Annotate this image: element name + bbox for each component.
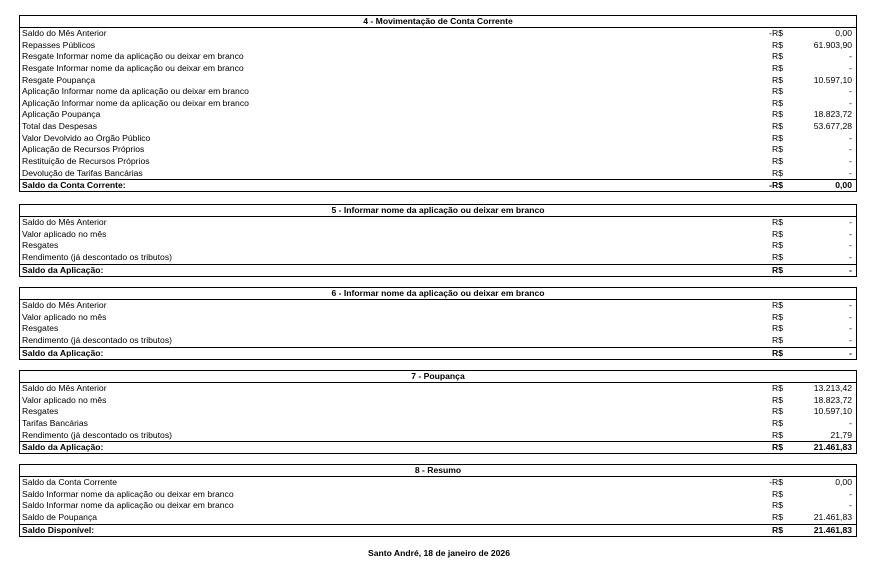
- table-row: [20, 217, 856, 229]
- total-currency: R$: [772, 524, 783, 535]
- row-currency: R$: [772, 109, 783, 120]
- row-currency: R$: [772, 74, 783, 85]
- row-value: 0,00: [835, 477, 852, 487]
- table-row: [20, 168, 856, 180]
- row-value: 18.823,72: [813, 394, 852, 405]
- row-currency: R$: [772, 406, 783, 417]
- row-label: Saldo do Mês Anterior: [22, 217, 107, 227]
- table-row: [20, 383, 856, 395]
- row-label: Aplicação Informar nome da aplicação ou deixar em branco: [22, 86, 249, 97]
- row-currency: R$: [772, 217, 783, 227]
- row-value: 10.597,10: [813, 74, 852, 85]
- row-label: Saldo de Poupança: [22, 511, 98, 522]
- row-currency: R$: [772, 300, 783, 310]
- row-label: Saldo Informar nome da aplicação ou deixar em branco: [22, 488, 234, 499]
- total-label: Saldo da Aplicação:: [22, 264, 104, 275]
- total-currency: -R$: [769, 180, 783, 191]
- row-label: Saldo Informar nome da aplicação ou deixar em branco: [22, 500, 234, 511]
- row-value: -: [849, 251, 852, 262]
- row-value: 0,00: [835, 28, 852, 38]
- row-label: Saldo do Mês Anterior: [22, 300, 107, 310]
- row-currency: R$: [772, 323, 783, 334]
- total-currency: R$: [772, 347, 783, 358]
- section-title: 4 - Movimentação de Conta Corrente: [20, 16, 856, 28]
- row-label: Resgate Poupança: [22, 74, 96, 85]
- total-value: -: [849, 264, 852, 275]
- row-label: Valor aplicado no mês: [22, 228, 107, 239]
- table-row: [20, 98, 856, 110]
- footer-place-date: Santo André, 18 de janeiro de 2026: [367, 548, 510, 558]
- row-currency: -R$: [769, 477, 783, 487]
- table-row: [20, 28, 856, 40]
- total-label: Saldo da Conta Corrente:: [22, 180, 126, 191]
- row-value: -: [849, 86, 852, 97]
- row-currency: R$: [772, 51, 783, 62]
- section-aplicacao-5: [19, 204, 857, 277]
- row-currency: R$: [772, 97, 783, 108]
- table-row: [20, 323, 856, 335]
- row-currency: R$: [772, 167, 783, 178]
- table-row: [20, 300, 856, 312]
- section-movimentacao-conta-corrente: [19, 15, 857, 192]
- table-row: [20, 240, 856, 252]
- section-title: 7 - Poupança: [20, 371, 856, 383]
- total-label: Saldo Disponível:: [22, 524, 95, 535]
- row-value: -: [849, 217, 852, 227]
- row-value: -: [849, 228, 852, 239]
- section-poupanca: [19, 370, 857, 454]
- row-label: Repasses Públicos: [22, 39, 96, 50]
- row-value: 21.461,83: [813, 511, 852, 522]
- row-currency: R$: [772, 62, 783, 73]
- total-currency: R$: [772, 264, 783, 275]
- total-row: [20, 441, 856, 453]
- row-currency: R$: [772, 500, 783, 511]
- row-currency: R$: [772, 394, 783, 405]
- section-title: 8 - Resumo: [20, 465, 856, 477]
- table-row: [20, 500, 856, 512]
- table-row: [20, 40, 856, 52]
- total-currency: R$: [772, 442, 783, 453]
- row-label: Rendimento (já descontado os tributos): [22, 334, 172, 345]
- total-value: 21.461,83: [813, 442, 852, 453]
- row-label: Aplicação de Recursos Próprios: [22, 144, 145, 155]
- table-row: [20, 121, 856, 133]
- table-row: [20, 133, 856, 145]
- row-value: -: [849, 488, 852, 499]
- row-value: 10.597,10: [813, 406, 852, 417]
- table-row: [20, 156, 856, 168]
- table-row: [20, 229, 856, 241]
- row-currency: R$: [772, 156, 783, 167]
- row-value: 61.903,90: [813, 39, 852, 50]
- row-label: Saldo do Mês Anterior: [22, 28, 107, 38]
- row-value: -: [849, 62, 852, 73]
- row-currency: R$: [772, 86, 783, 97]
- row-currency: R$: [772, 429, 783, 440]
- table-row: [20, 144, 856, 156]
- row-label: Valor aplicado no mês: [22, 311, 107, 322]
- row-value: -: [849, 334, 852, 345]
- row-label: Restituição de Recursos Próprios: [22, 156, 150, 167]
- row-currency: R$: [772, 121, 783, 132]
- row-currency: -R$: [769, 28, 783, 38]
- row-value: -: [849, 132, 852, 143]
- row-label: Devolução de Tarifas Bancárias: [22, 167, 143, 178]
- row-label: Valor aplicado no mês: [22, 394, 107, 405]
- row-value: -: [849, 417, 852, 428]
- row-label: Saldo da Conta Corrente: [22, 477, 118, 487]
- table-row: [20, 109, 856, 121]
- section-resumo: [19, 464, 857, 537]
- table-row: [20, 312, 856, 324]
- row-label: Rendimento (já descontado os tributos): [22, 429, 172, 440]
- row-currency: R$: [772, 488, 783, 499]
- table-row: [20, 51, 856, 63]
- row-label: Total das Despesas: [22, 121, 97, 132]
- total-value: 0,00: [835, 180, 852, 191]
- row-currency: R$: [772, 240, 783, 251]
- table-row: [20, 252, 856, 264]
- table-row: [20, 335, 856, 347]
- table-row: [20, 512, 856, 524]
- row-value: 13.213,42: [813, 383, 852, 393]
- table-row: [20, 395, 856, 407]
- row-currency: R$: [772, 132, 783, 143]
- table-row: [20, 430, 856, 442]
- section-title: 5 - Informar nome da aplicação ou deixar em branco: [20, 205, 856, 217]
- row-value: -: [849, 51, 852, 62]
- row-label: Aplicação Poupança: [22, 109, 101, 120]
- row-value: -: [849, 240, 852, 251]
- row-currency: R$: [772, 39, 783, 50]
- total-row: [20, 264, 856, 276]
- total-label: Saldo da Aplicação:: [22, 347, 104, 358]
- row-label: Resgates: [22, 240, 59, 251]
- table-row: [20, 406, 856, 418]
- row-currency: R$: [772, 417, 783, 428]
- row-currency: R$: [772, 251, 783, 262]
- row-currency: R$: [772, 311, 783, 322]
- row-label: Resgate Informar nome da aplicação ou deixar em branco: [22, 51, 244, 62]
- table-row: [20, 418, 856, 430]
- row-value: -: [849, 323, 852, 334]
- row-value: 21,79: [830, 429, 852, 440]
- table-row: [20, 63, 856, 75]
- total-value: 21.461,83: [813, 524, 852, 535]
- row-currency: R$: [772, 144, 783, 155]
- row-value: -: [849, 300, 852, 310]
- total-value: -: [849, 347, 852, 358]
- row-value: -: [849, 311, 852, 322]
- total-label: Saldo da Aplicação:: [22, 442, 104, 453]
- row-currency: R$: [772, 228, 783, 239]
- section-title: 6 - Informar nome da aplicação ou deixar em branco: [20, 288, 856, 300]
- row-value: -: [849, 167, 852, 178]
- total-row: [20, 524, 856, 536]
- table-row: [20, 75, 856, 87]
- row-value: -: [849, 156, 852, 167]
- row-label: Aplicação Informar nome da aplicação ou deixar em branco: [22, 97, 249, 108]
- table-row: [20, 477, 856, 489]
- row-currency: R$: [772, 383, 783, 393]
- row-label: Resgates: [22, 406, 59, 417]
- row-value: -: [849, 500, 852, 511]
- row-value: 53.677,28: [813, 121, 852, 132]
- row-label: Rendimento (já descontado os tributos): [22, 251, 172, 262]
- row-value: -: [849, 144, 852, 155]
- row-currency: R$: [772, 511, 783, 522]
- total-row: [20, 347, 856, 359]
- row-label: Tarifas Bancárias: [22, 417, 88, 428]
- row-currency: R$: [772, 334, 783, 345]
- row-label: Resgates: [22, 323, 59, 334]
- row-value: 18.823,72: [813, 109, 852, 120]
- row-label: Resgate Informar nome da aplicação ou deixar em branco: [22, 62, 244, 73]
- total-row: [20, 179, 856, 191]
- row-value: -: [849, 97, 852, 108]
- row-label: Valor Devolvido ao Órgão Público: [22, 132, 151, 143]
- table-row: [20, 86, 856, 98]
- row-label: Saldo do Mês Anterior: [22, 383, 107, 393]
- section-aplicacao-6: [19, 287, 857, 360]
- table-row: [20, 489, 856, 501]
